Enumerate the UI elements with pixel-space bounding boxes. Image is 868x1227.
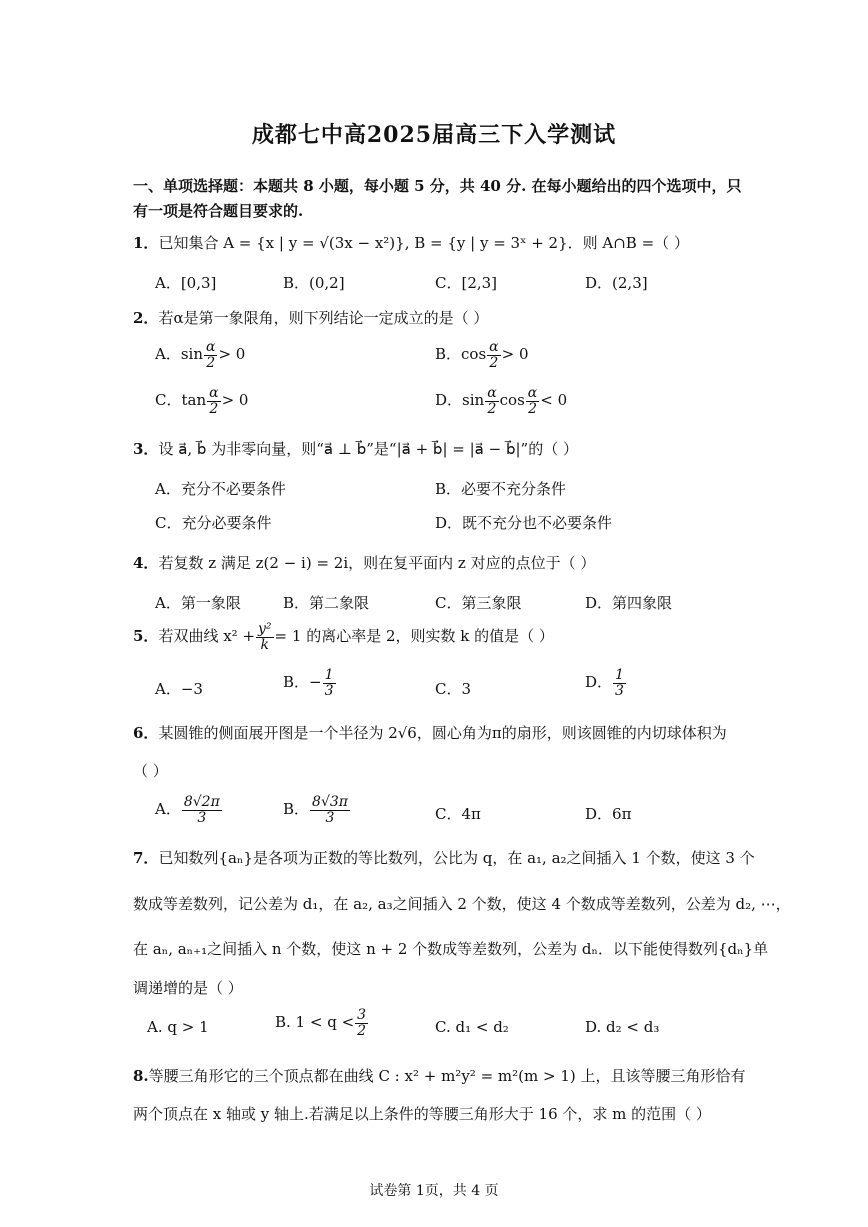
question-6-stem [133, 722, 727, 743]
question-text-tail: = 1 的离心率是 2，则实数 k 的值是（ ） [274, 627, 554, 646]
q6-option-b [283, 795, 351, 825]
frac-denominator: 3 [325, 809, 335, 826]
q5-option-d [585, 668, 627, 698]
question-7-line4: 调递增的是（ ） [133, 979, 243, 997]
question-number: 5． [133, 627, 159, 646]
q3-option-b: B．必要不充分条件 [435, 480, 567, 498]
q7-option-a: A. q > 1 [147, 1018, 209, 1036]
question-8-line2: 两个顶点在 x 轴或 y 轴上.若满足以上条件的等腰三角形大于 16 个，求 m 的范围（ ） [133, 1105, 711, 1123]
option-label: C．tan [155, 391, 207, 410]
question-number: 2． [133, 309, 159, 327]
page-title: 成都七中高2025届高三下入学测试 [251, 122, 617, 148]
question-3-stem [133, 438, 578, 459]
q4-option-d: D．第四象限 [585, 594, 673, 612]
option-label: D． [585, 673, 613, 692]
q1-option-b: B．(0,2] [283, 274, 345, 292]
q2-option-d [435, 386, 567, 416]
question-1-stem [133, 232, 689, 253]
page-footer: 试卷第 1页，共 4 页 [369, 1183, 499, 1199]
frac-denominator: 3 [197, 809, 207, 826]
question-text: 某圆锥的侧面展开图是一个半径为 2√6，圆心角为π的扇形，则该圆锥的内切球体积为 [158, 724, 727, 742]
frac-numerator: 3 [357, 1007, 367, 1023]
question-text: 已知集合 A = {x | y = √(3x − x²)}, B = {y | y = 3ˣ + 2}．则 A∩B =（ ） [158, 234, 689, 252]
question-text: 若双曲线 x² + [158, 627, 256, 646]
q6-option-c: C．4π [435, 805, 481, 823]
option-label: B．cos [435, 345, 487, 364]
option-tail: > 0 [221, 391, 249, 410]
frac-numerator: 1 [615, 667, 624, 683]
option-tail: > 0 [218, 345, 246, 364]
frac-denominator: 2 [206, 354, 216, 371]
q7-option-b [275, 1008, 369, 1038]
frac-denominator: 2 [357, 1022, 367, 1039]
frac-numerator: 8√3π [312, 794, 348, 810]
option-label: B．− [283, 673, 322, 692]
frac-numerator: α [527, 385, 538, 401]
q4-option-a: A．第一象限 [155, 594, 241, 612]
frac-denominator: 2 [209, 400, 219, 417]
question-7-line1 [133, 847, 755, 868]
section-heading-line2: 有一项是符合题目要求的. [133, 202, 304, 220]
frac-numerator: y² [258, 621, 272, 637]
frac-denominator: 2 [489, 354, 499, 371]
q2-option-b [435, 340, 529, 370]
q5-option-c: C．3 [435, 680, 472, 698]
option-label: B． [283, 800, 310, 819]
q4-option-c: C．第三象限 [435, 594, 522, 612]
frac-numerator: 1 [324, 667, 334, 683]
option-label: A．sin [155, 345, 203, 364]
option-tail: < 0 [540, 391, 568, 410]
q6-option-a [155, 795, 223, 825]
q4-option-b: B．第二象限 [283, 594, 370, 612]
question-5-stem [133, 622, 554, 652]
option-tail: > 0 [501, 345, 529, 364]
q6-option-d: D．6π [585, 805, 632, 823]
q3-option-a: A．充分不必要条件 [155, 480, 286, 498]
option-label: B. 1 < q < [275, 1013, 355, 1032]
question-text: 已知数列{aₙ}是各项为正数的等比数列，公比为 q，在 a₁, a₂之间插入 1 个数，使这 3 个 [158, 849, 755, 867]
q3-option-d: D．既不充分也不必要条件 [435, 514, 613, 532]
frac-numerator: 8√2π [183, 794, 220, 810]
frac-denominator: 2 [487, 400, 497, 417]
question-8-line1 [133, 1065, 746, 1086]
q2-option-a [155, 340, 245, 370]
question-number: 7． [133, 849, 159, 867]
question-6-stem-cont: （ ） [133, 762, 168, 780]
question-number: 1． [133, 234, 159, 252]
frac-numerator: α [206, 339, 216, 355]
question-number: 6． [133, 724, 159, 742]
question-number: 3． [133, 440, 159, 458]
frac-numerator: α [489, 339, 499, 355]
q1-option-a: A．[0,3] [155, 274, 217, 292]
q2-option-c [155, 386, 248, 416]
q7-option-c: C. d₁ < d₂ [435, 1018, 509, 1036]
question-2-stem [133, 307, 488, 328]
q1-option-d: D．(2,3] [585, 274, 648, 292]
frac-denominator: 2 [528, 400, 537, 417]
question-text: 若α是第一象限角，则下列结论一定成立的是（ ） [158, 309, 489, 327]
option-mid: cos [499, 391, 525, 410]
question-4-stem [133, 552, 595, 573]
question-text: 若复数 z 满足 z(2 − i) = 2i，则在复平面内 z 对应的点位于（ ） [158, 554, 596, 572]
question-number: 4． [133, 554, 159, 572]
frac-denominator: 3 [324, 682, 334, 699]
option-label: A． [155, 800, 181, 819]
q5-option-a: A．−3 [155, 680, 203, 698]
option-label: D．sin [435, 391, 485, 410]
frac-numerator: α [209, 385, 219, 401]
question-text: 设 a⃗, b⃗ 为非零向量，则“a⃗ ⊥ b⃗”是“|a⃗ + b⃗| = |a⃗ − b⃗|”的（ ） [158, 440, 578, 458]
q5-option-b [283, 668, 337, 698]
frac-numerator: α [487, 385, 497, 401]
question-7-line3: 在 aₙ, aₙ₊₁之间插入 n 个数，使这 n + 2 个数成等差数列，公差为 dₙ．以下能使得数列{dₙ}单 [133, 940, 769, 958]
question-text: 等腰三角形它的三个顶点都在曲线 C : x² + m²y² = m²(m > 1) 上，且该等腰三角形恰有 [148, 1067, 746, 1085]
question-number: 8. [133, 1067, 149, 1085]
q7-option-d: D. d₂ < d₃ [585, 1018, 660, 1036]
question-7-line2: 数成等差数列，记公差为 d₁，在 a₂, a₃之间插入 2 个数，使这 4 个数成等差数列，公差为 d₂, ⋯， [133, 895, 791, 913]
frac-denominator: 3 [615, 682, 624, 699]
q1-option-c: C．[2,3] [435, 274, 498, 292]
q3-option-c: C．充分必要条件 [155, 514, 272, 532]
frac-denominator: k [260, 636, 270, 653]
section-heading-line1: 一、单项选择题：本题共 8 小题，每小题 5 分，共 40 分. 在每小题给出的四个选项中，只 [133, 177, 742, 195]
